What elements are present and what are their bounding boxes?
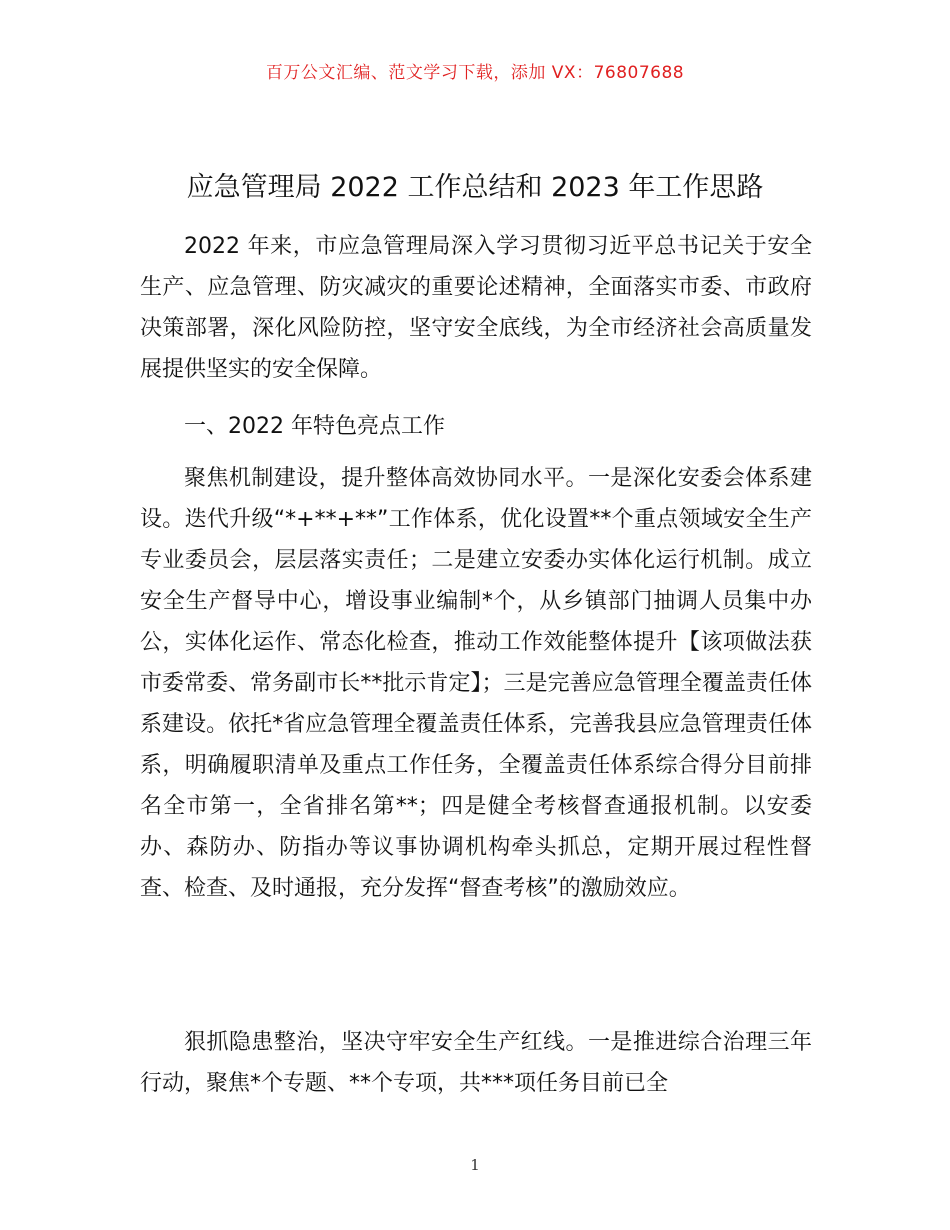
paragraph-mechanism bbox=[140, 458, 812, 909]
paragraph-hazard-text: 狠抓隐患整治，坚决守牢安全生产红线。一是推进综合治理三年行动，聚焦*个专题、**个专项，共***项任务目前已全 bbox=[140, 1030, 812, 1096]
page-number: 1 bbox=[470, 1156, 480, 1174]
paragraph-hazard bbox=[140, 1022, 812, 1104]
section-heading-text: 一、2022 年特色亮点工作 bbox=[184, 414, 445, 439]
document-title: 应急管理局 2022 工作总结和 2023 年工作思路 bbox=[186, 172, 764, 203]
paragraph-intro-text: 2022 年来，市应急管理局深入学习贯彻习近平总书记关于安全生产、应急管理、防灾减灾的重要论述精神，全面落实市委、市政府决策部署，深化风险防控，坚守安全底线，为全市经济社会高质量发展提供坚实的安全保障。 bbox=[140, 234, 812, 382]
paragraph-intro bbox=[140, 226, 812, 390]
paragraph-mechanism-text: 聚焦机制建设，提升整体高效协同水平。一是深化安委会体系建设。迭代升级“*+**+**”工作体系，优化设置**个重点领域安全生产专业委员会，层层落实责任；二是建立安委办实体化运行机制。成立安全生产督导中心，增设事业编制*个，从乡镇部门抽调人员集中办公，实体化运作、常态化检查，推动工作效能整体提升【该项做法获市委常委、常务副市长**批示肯定】；三是完善应急管理全覆盖责任体系建设。依托*省应急管理全覆盖责任体系，完善我县应急管理责任体系，明确履职清单及重点工作任务，全覆盖责任体系综合得分目前排名全市第一，全省排名第**；四是健全考核督查通报机制。以安委办、森防办、防指办等议事协调机构牵头抓总，定期开展过程性督查、检查、及时通报，充分发挥“督查考核”的激励效应。 bbox=[140, 466, 812, 901]
header-promo-note: 百万公文汇编、范文学习下载，添加 VX：76807688 bbox=[265, 63, 685, 83]
section-heading bbox=[140, 406, 812, 447]
